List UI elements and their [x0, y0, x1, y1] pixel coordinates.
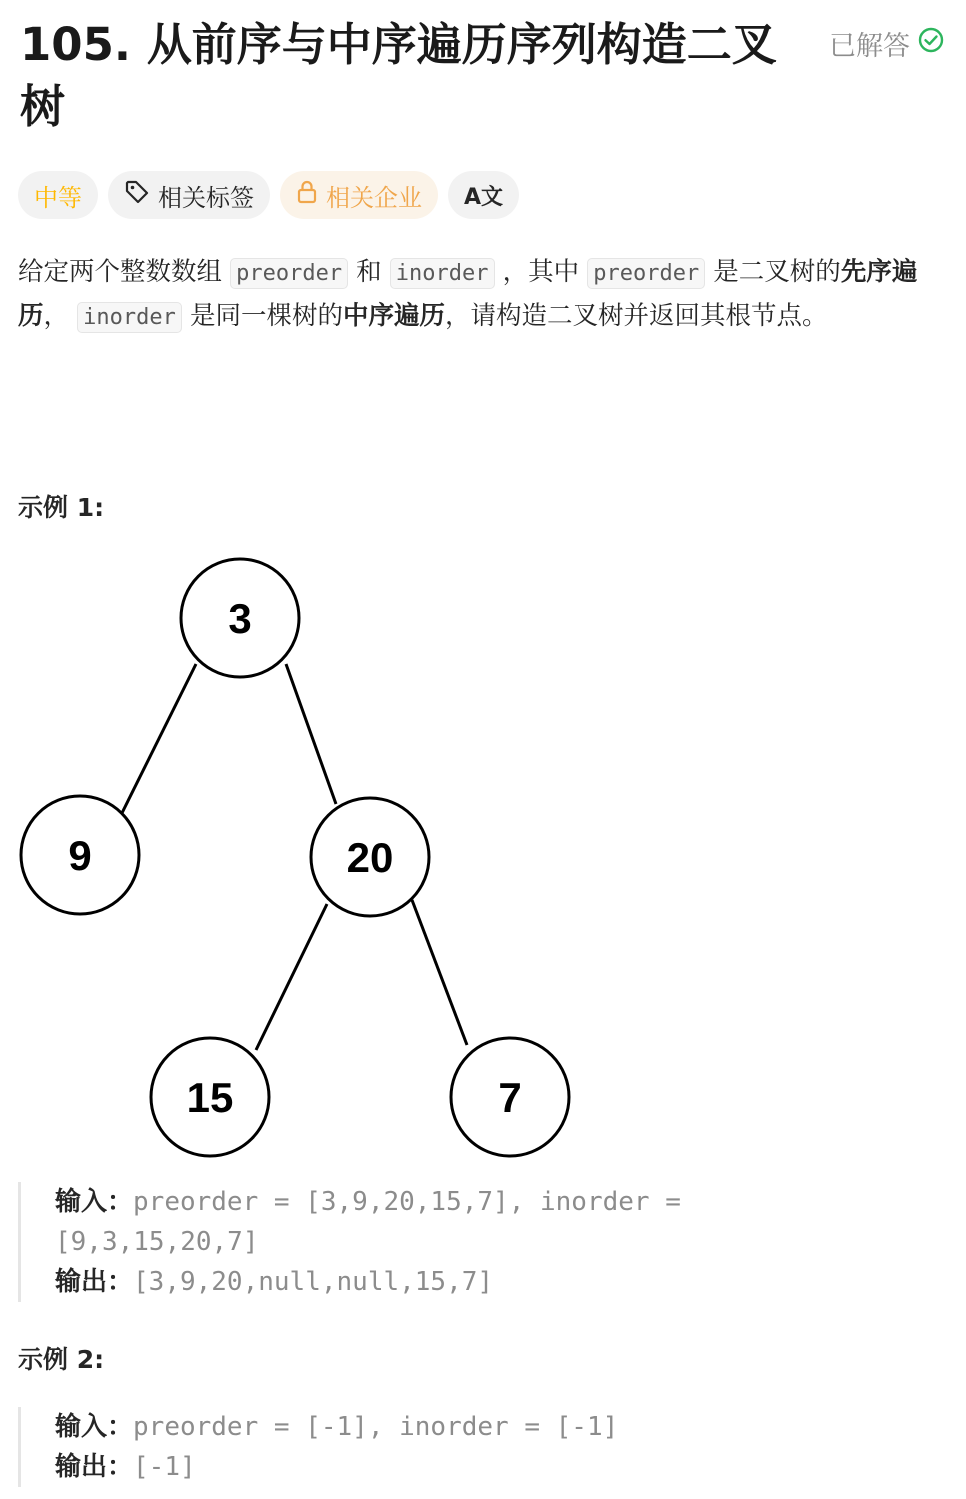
related-tags-button[interactable]: [108, 171, 270, 219]
binary-tree-diagram: [0, 540, 600, 1170]
code-preorder: preorder: [230, 258, 348, 289]
example-2-io: [18, 1407, 775, 1487]
problem-title: 105. 从前序与中序遍历序列构造二叉树: [20, 18, 777, 133]
difficulty-label: 中等: [34, 183, 82, 212]
related-companies-label: 相关企业: [326, 183, 422, 212]
solved-label: 已解答: [829, 31, 910, 62]
difficulty-badge[interactable]: [18, 171, 98, 219]
example-1-output: 输出：[3,9,20,null,null,15,7]: [55, 1267, 494, 1297]
code-inorder: inorder: [77, 302, 182, 333]
code-inorder: inorder: [390, 258, 495, 289]
tag-icon: [124, 179, 150, 211]
translate-button[interactable]: [448, 171, 519, 219]
tree-node-label: 20: [346, 834, 394, 881]
code-preorder: preorder: [587, 258, 705, 289]
example-2-heading: 示例 2:: [18, 1345, 105, 1374]
example-1-io: [18, 1182, 775, 1302]
related-companies-button[interactable]: [280, 171, 438, 219]
lock-icon: [296, 179, 318, 211]
check-circle-icon: [918, 27, 944, 60]
example-2-input: 输入：preorder = [-1], inorder = [-1]: [55, 1412, 619, 1442]
example-1-heading: 示例 1:: [18, 493, 105, 522]
tree-node-label: 7: [498, 1074, 522, 1121]
related-tags-label: 相关标签: [158, 183, 254, 212]
tree-node-label: 15: [186, 1074, 234, 1121]
tag-bar: [18, 171, 519, 219]
example-1-input: 输入：preorder = [3,9,20,15,7], inorder = [9,3,15,20,7]: [55, 1187, 681, 1257]
solved-status: [829, 24, 944, 63]
tree-node-label: 9: [68, 832, 92, 879]
translate-icon: A文: [464, 184, 504, 210]
problem-description: 给定两个整数数组 preorder 和 inorder ，其中 preorder 是二叉树的先序遍历， inorder 是同一棵树的中序遍历，请构造二叉树并返回其根节点。: [18, 257, 918, 331]
example-2-output: 输出：[-1]: [55, 1452, 196, 1482]
tree-node-label: 3: [228, 595, 252, 642]
